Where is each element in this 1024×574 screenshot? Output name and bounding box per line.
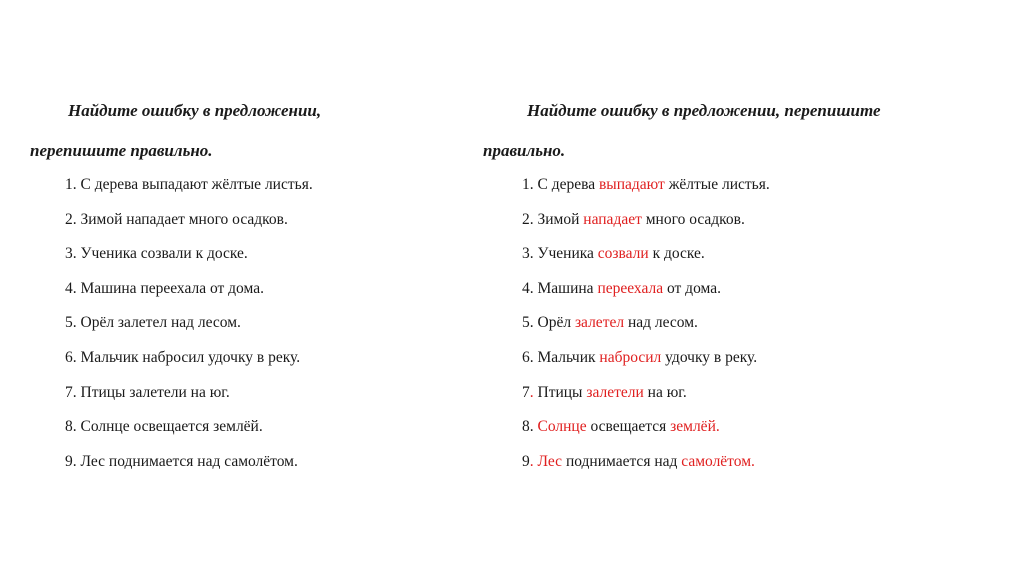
text-segment: 7 <box>522 383 530 401</box>
highlighted-error: . <box>529 383 538 401</box>
list-item <box>522 211 745 229</box>
text-segment: удочку в реку. <box>661 349 758 366</box>
list-item <box>522 453 755 471</box>
list-item <box>522 314 698 332</box>
text-segment: 1. С дерева выпадают жёлтые листья. <box>65 176 313 193</box>
text-segment: 5. Орёл <box>522 314 575 332</box>
text-segment: 2. Зимой <box>522 210 584 228</box>
list-item <box>522 176 770 194</box>
list-item <box>522 280 721 298</box>
list-item <box>522 418 720 436</box>
highlighted-error: созвали <box>597 245 649 263</box>
list-item <box>65 418 263 436</box>
highlighted-error: нападает <box>583 210 642 228</box>
list-item <box>65 314 241 332</box>
list-item <box>522 349 757 367</box>
list-item <box>65 211 288 229</box>
list-item <box>522 245 705 263</box>
text-segment: 8. <box>522 418 538 436</box>
text-segment: 6. Мальчик набросил удочку в реку. <box>65 349 301 366</box>
text-segment: на юг. <box>643 383 687 401</box>
highlighted-error: выпадают <box>598 176 665 193</box>
highlighted-error: Солнце <box>537 418 587 436</box>
list-item <box>65 384 230 402</box>
highlighted-error: набросил <box>599 349 662 366</box>
text-segment: 8. Солнце освещается землёй. <box>65 418 263 436</box>
text-segment: от дома. <box>663 279 721 297</box>
text-segment: освещается <box>586 418 671 436</box>
text-segment: 6. Мальчик <box>522 349 600 366</box>
text-segment: 4. Машина <box>522 279 598 297</box>
text-segment: 9. Лес поднимается над самолётом. <box>65 452 298 470</box>
text-segment: 5. Орёл залетел над лесом. <box>65 314 241 332</box>
list-item <box>522 384 687 402</box>
text-segment: 1. С дерева <box>522 176 599 193</box>
text-segment: 2. Зимой нападает много осадков. <box>65 210 288 228</box>
text-segment: к доске. <box>648 245 705 263</box>
highlighted-error: . Лес <box>529 452 563 470</box>
text-segment: 4. Машина переехала от дома. <box>65 279 264 297</box>
highlighted-error: землёй. <box>670 418 720 436</box>
list-item <box>65 453 298 471</box>
text-segment: 3. Ученика <box>522 245 598 263</box>
text-segment: над лесом. <box>624 314 698 332</box>
text-segment: поднимается над <box>562 452 682 470</box>
highlighted-error: самолётом. <box>681 452 755 470</box>
text-segment: жёлтые листья. <box>664 176 770 193</box>
list-item <box>65 280 264 298</box>
text-segment: 9 <box>522 452 530 470</box>
list-item <box>65 245 248 263</box>
left-title-line1: Найдите ошибку в предложении, <box>68 101 322 120</box>
text-segment: Птицы <box>537 383 587 401</box>
text-segment: 3. Ученика созвали к доске. <box>65 245 248 263</box>
highlighted-error: залетел <box>574 314 625 332</box>
list-item <box>65 349 300 367</box>
highlighted-error: переехала <box>597 279 664 297</box>
right-title-line2: правильно. <box>483 141 566 160</box>
text-segment: 7. Птицы залетели на юг. <box>65 383 230 401</box>
list-item <box>65 176 313 194</box>
right-title-line1: Найдите ошибку в предложении, перепишите <box>527 101 881 120</box>
left-title-line2: перепишите правильно. <box>30 141 213 160</box>
highlighted-error: залетели <box>586 383 644 401</box>
text-segment: много осадков. <box>641 210 745 228</box>
